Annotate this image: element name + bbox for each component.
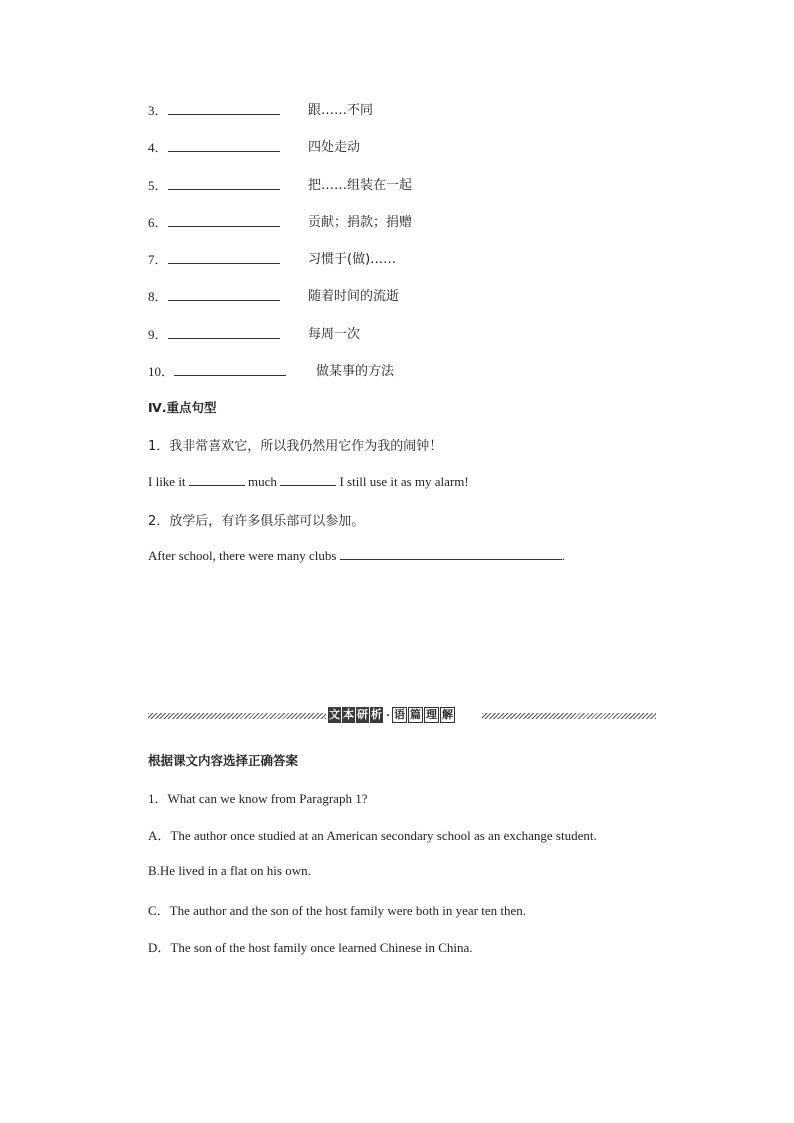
vocab-meaning: 做某事的方法 <box>316 364 395 379</box>
vocab-row <box>148 175 280 194</box>
answer-blank[interactable] <box>168 288 280 301</box>
sentence-1-chinese: 1．我非常喜欢它，所以我仍然用它作为我的闹钟！ <box>148 439 443 454</box>
vocab-meaning: 贡献；捐款；捐赠 <box>308 215 413 230</box>
hatch-right <box>482 713 656 719</box>
vocab-row <box>148 324 280 343</box>
item-number: 5． <box>148 178 168 193</box>
answer-blank[interactable] <box>189 473 245 486</box>
sentence-end: . <box>561 548 565 563</box>
item-number: 6． <box>148 215 168 230</box>
instruction: 根据课文内容选择正确答案 <box>148 753 299 768</box>
answer-blank[interactable] <box>340 547 562 560</box>
sentence-text: After school, there were many clubs <box>148 548 337 563</box>
sentence-text: I like it <box>148 474 186 489</box>
item-number: 8． <box>148 289 168 304</box>
option-d[interactable]: D．The son of the host family once learned Chinese in China. <box>148 940 473 955</box>
vocab-meaning: 把……组装在一起 <box>308 178 413 193</box>
item-number: 3． <box>148 103 168 118</box>
vocab-row <box>148 100 280 119</box>
answer-blank[interactable] <box>168 251 280 264</box>
answer-blank[interactable] <box>280 473 336 486</box>
item-number: 10． <box>148 364 175 379</box>
hatch-left <box>148 713 326 719</box>
sentence-text: much <box>248 474 277 489</box>
option-a[interactable]: A．The author once studied at an American secondary school as an exchange student. <box>148 828 597 843</box>
item-number: 9． <box>148 327 168 342</box>
section-heading: Ⅳ.重点句型 <box>148 400 217 415</box>
question: 1．What can we know from Paragraph 1? <box>148 791 368 806</box>
answer-blank[interactable] <box>168 102 280 115</box>
banner-char: 解 <box>442 708 454 721</box>
answer-blank[interactable] <box>168 326 280 339</box>
banner-char: 析 <box>371 708 382 721</box>
vocab-row <box>148 361 286 380</box>
vocab-row <box>148 286 280 305</box>
answer-blank[interactable] <box>168 214 280 227</box>
sentence-text: I still use it as my alarm! <box>339 474 469 489</box>
banner-char: 语 <box>394 708 406 721</box>
option-b[interactable]: B.He lived in a flat on his own. <box>148 863 311 878</box>
section-banner <box>148 706 656 726</box>
vocab-meaning: 随着时间的流逝 <box>308 289 400 304</box>
banner-char: 文 <box>329 708 340 721</box>
banner-char: 本 <box>343 708 354 721</box>
answer-blank[interactable] <box>174 363 286 376</box>
vocab-row <box>148 212 280 231</box>
answer-blank[interactable] <box>168 177 280 190</box>
option-c[interactable]: C．The author and the son of the host family were both in year ten then. <box>148 903 526 918</box>
banner-dot: · <box>386 707 391 722</box>
vocab-meaning: 跟……不同 <box>308 103 374 118</box>
banner-char: 研 <box>357 708 368 721</box>
vocab-meaning: 习惯于(做)…… <box>308 252 397 267</box>
banner-char: 篇 <box>410 708 422 721</box>
vocab-meaning: 每周一次 <box>308 327 361 342</box>
sentence-1-english <box>148 473 469 490</box>
vocab-meaning: 四处走动 <box>308 140 361 155</box>
banner-char: 理 <box>426 708 438 721</box>
banner-title <box>328 706 456 724</box>
sentence-2-english <box>148 547 565 564</box>
answer-blank[interactable] <box>168 139 280 152</box>
item-number: 7． <box>148 252 168 267</box>
vocab-row <box>148 249 280 268</box>
vocab-row <box>148 137 280 156</box>
sentence-2-chinese: 2．放学后，有许多俱乐部可以参加。 <box>148 514 365 529</box>
item-number: 4． <box>148 140 168 155</box>
